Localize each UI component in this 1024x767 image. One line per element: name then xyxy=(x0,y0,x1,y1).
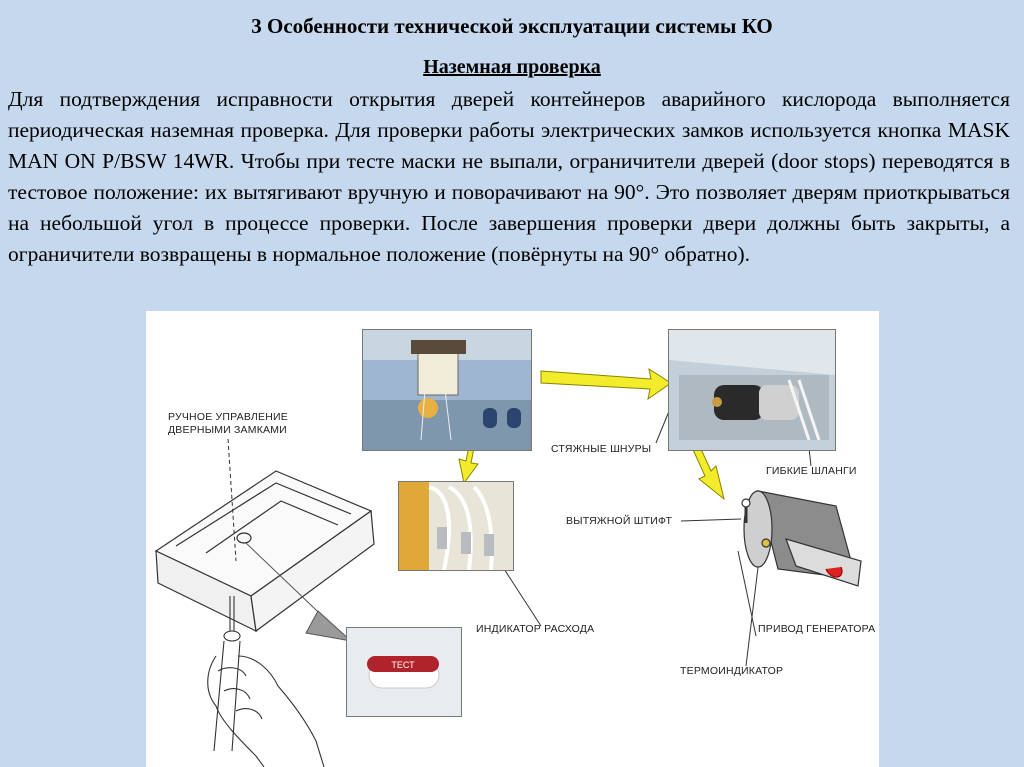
label-manual-control-2: ДВЕРНЫМИ ЗАМКАМИ xyxy=(168,424,287,436)
photo-container-open xyxy=(362,329,532,451)
label-manual-control-1: РУЧНОЕ УПРАВЛЕНИЕ xyxy=(168,411,288,423)
gray-arrow xyxy=(306,611,351,641)
photo-cabin-image xyxy=(363,330,531,450)
hand-drawing xyxy=(208,656,324,767)
photo-generator-installed xyxy=(668,329,836,451)
section-subtitle: Наземная проверка xyxy=(423,56,601,78)
photo-test-button xyxy=(346,627,462,717)
label-lanyards: СТЯЖНЫЕ ШНУРЫ xyxy=(551,443,652,455)
label-flow-indicator: ИНДИКАТОР РАСХОДА xyxy=(476,623,595,635)
photo-generator-image xyxy=(669,330,835,450)
slide-title: 3 Особенности технической эксплуатации системы КО xyxy=(251,14,773,38)
oxygen-generator-drawing xyxy=(742,491,861,586)
photo-hoses-image xyxy=(399,482,513,570)
label-firing-pin: ВЫТЯЖНОЙ ШТИФТ xyxy=(566,515,673,527)
oxygen-system-figure xyxy=(146,311,879,767)
body-paragraph: Для подтверждения исправности открытия дверей контейнеров аварийного кислорода выполняется периодическая наземная проверка. Для проверки работы электрических замков используется кнопка MASK MAN ON P/BSW 14WR. Чтобы при тесте маски не выпали, ограничители дверей (door stops) переводятся в тестовое положение: их вытягивают вручную и поворачивают на 90°. Это позволяет дверям приоткрываться на небольшой угол в процессе проверки. После завершения проверки двери должны быть закрыты, а ограничители возвращены в нормальное положение (повёрнуты на 90° обратно). xyxy=(8,87,1010,266)
mask-container-drawing xyxy=(156,471,374,631)
label-thermal-indicator: ТЕРМОИНДИКАТОР xyxy=(680,665,784,677)
photo-test-image xyxy=(347,628,461,716)
test-button-label: ТЕСТ xyxy=(391,660,415,670)
photo-flow-indicators xyxy=(398,481,514,571)
label-generator-actuator: ПРИВОД ГЕНЕРАТОРА xyxy=(758,623,876,635)
label-flexible-hoses: ГИБКИЕ ШЛАНГИ xyxy=(766,465,857,477)
